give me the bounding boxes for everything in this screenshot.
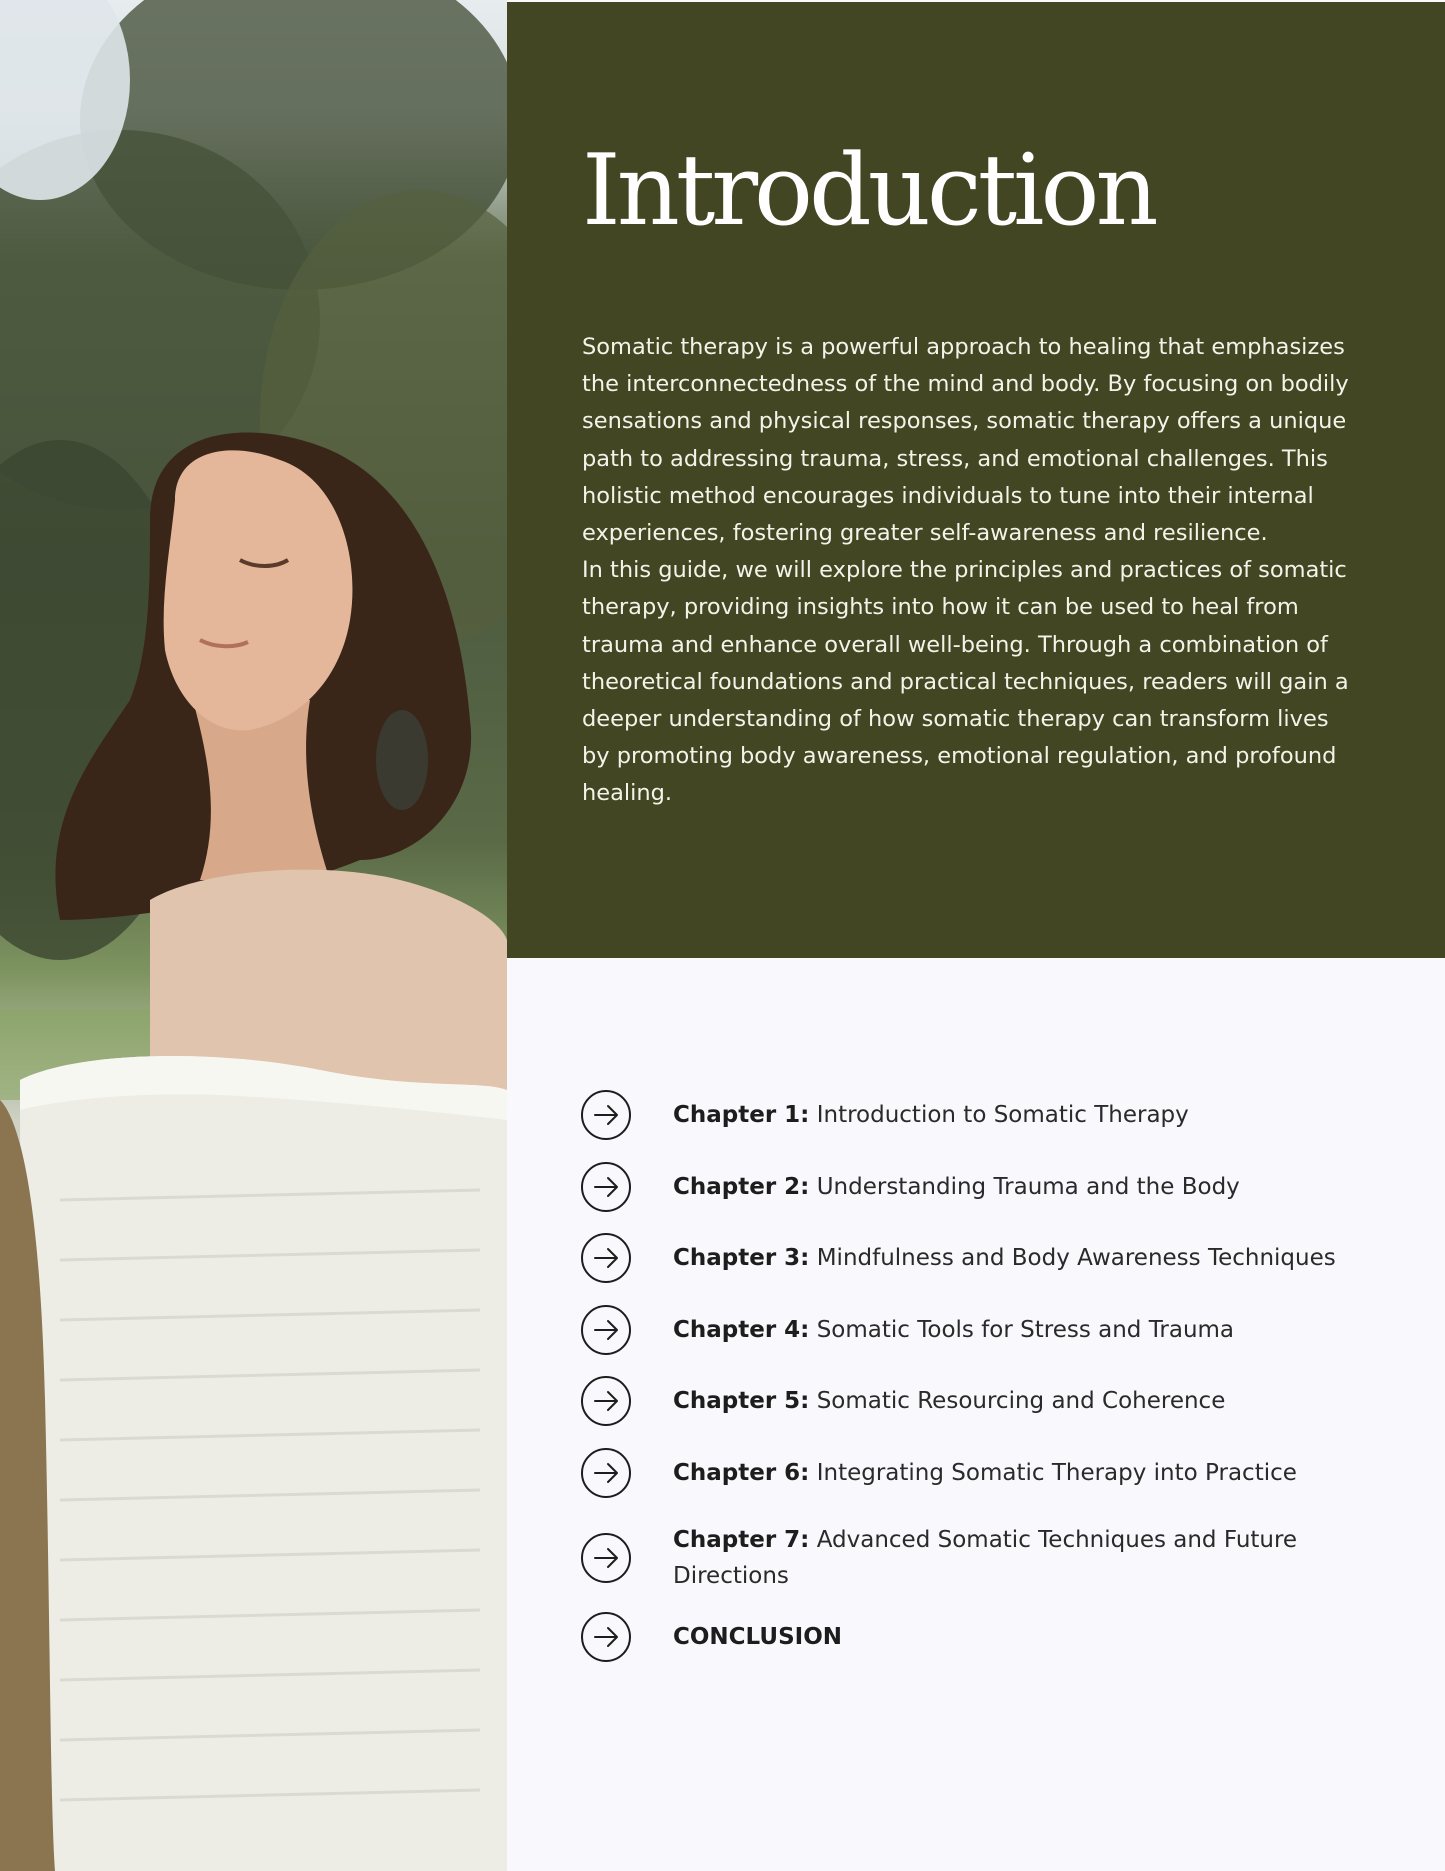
- arrow-right-circle-icon: [580, 1089, 632, 1141]
- arrow-right-circle-icon: [580, 1232, 632, 1284]
- toc-item-text: [673, 1169, 1240, 1205]
- chapter-title: Somatic Resourcing and Coherence: [816, 1388, 1226, 1415]
- page-title: Introduction: [582, 134, 1155, 248]
- toc-item-text: [673, 1383, 1225, 1419]
- intro-body: [582, 329, 1352, 813]
- toc-item-text: [673, 1312, 1234, 1348]
- toc-item-chapter-5[interactable]: [580, 1376, 1380, 1426]
- toc-item-text: [673, 1240, 1336, 1276]
- intro-paragraph: Somatic therapy is a powerful approach to healing that emphasizes the interconnectedness of the mind and body. By focusing on bodily sensations and physical responses, somatic therapy offers a unique path to addressing trauma, stress, and emotional challenges. This holistic method encourages individuals to tune into their internal experiences, fostering greater self-awareness and resilience.: [582, 334, 1349, 547]
- chapter-title: Mindfulness and Body Awareness Techniques: [816, 1245, 1336, 1272]
- toc-item-text: [673, 1522, 1333, 1594]
- woman-portrait-illustration: [0, 0, 507, 1871]
- chapter-title: Advanced Somatic Techniques and Future Directions: [673, 1526, 1298, 1589]
- chapter-title: Understanding Trauma and the Body: [816, 1173, 1240, 1200]
- chapter-label: Chapter 6:: [673, 1459, 810, 1486]
- toc-item-chapter-6[interactable]: [580, 1448, 1380, 1498]
- chapter-title: Integrating Somatic Therapy into Practice: [816, 1459, 1297, 1486]
- toc-item-text: [673, 1097, 1189, 1133]
- chapter-label: CONCLUSION: [673, 1623, 842, 1650]
- chapter-label: Chapter 4:: [673, 1316, 810, 1343]
- toc-item-chapter-3[interactable]: [580, 1233, 1380, 1283]
- chapter-label: Chapter 1:: [673, 1102, 810, 1128]
- toc-item-text: [673, 1619, 842, 1655]
- arrow-right-circle-icon: [580, 1447, 632, 1499]
- arrow-right-circle-icon: [580, 1161, 632, 1213]
- chapter-label: Chapter 7:: [673, 1526, 810, 1553]
- chapter-label: Chapter 3:: [673, 1245, 810, 1272]
- chapter-label: Chapter 2:: [673, 1173, 810, 1200]
- toc-item-chapter-7[interactable]: [580, 1520, 1380, 1596]
- arrow-right-circle-icon: [580, 1375, 632, 1427]
- toc-item-chapter-4[interactable]: [580, 1305, 1380, 1355]
- toc-item-chapter-2[interactable]: [580, 1162, 1380, 1212]
- toc-item-conclusion[interactable]: [580, 1612, 1380, 1662]
- intro-panel: [507, 2, 1445, 958]
- chapter-title: Somatic Tools for Stress and Trauma: [816, 1316, 1235, 1343]
- arrow-right-circle-icon: [580, 1304, 632, 1356]
- chapter-label: Chapter 5:: [673, 1388, 810, 1415]
- toc-item-text: [673, 1455, 1297, 1491]
- arrow-right-circle-icon: [580, 1611, 632, 1663]
- intro-paragraph: In this guide, we will explore the principles and practices of somatic therapy, providing insights into how it can be used to heal from trauma and enhance overall well-being. Through a combination of theoretical foundations and practical techniques, readers will gain a deeper understanding of how somatic therapy can transform lives by promoting body awareness, emotional regulation, and profound healing.: [582, 557, 1349, 807]
- table-of-contents: [580, 1090, 1380, 1683]
- chapter-title: Introduction to Somatic Therapy: [816, 1102, 1189, 1128]
- hero-photo: [0, 0, 507, 1871]
- arrow-right-circle-icon: [580, 1532, 632, 1584]
- toc-item-chapter-1[interactable]: [580, 1090, 1380, 1140]
